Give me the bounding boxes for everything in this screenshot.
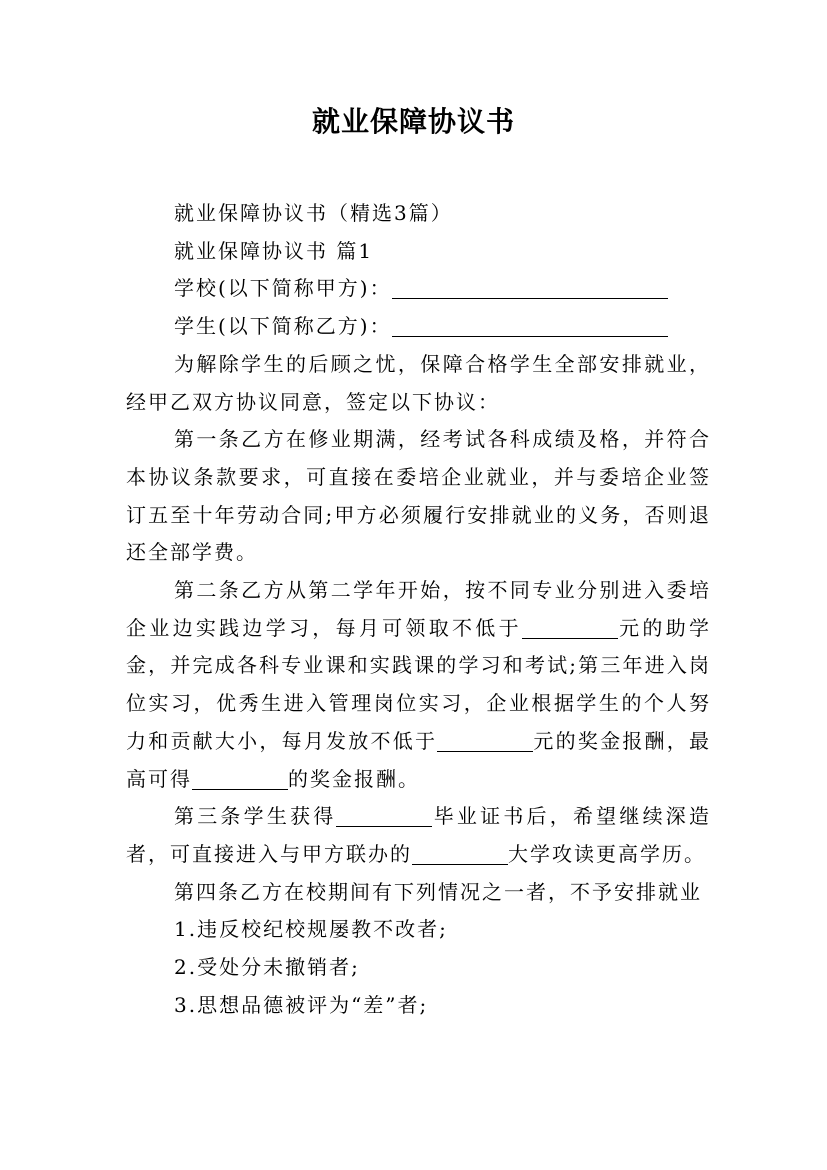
- university-blank: [412, 842, 508, 865]
- paragraph-article-4: 第四条乙方在校期间有下列情况之一者，不予安排就业: [174, 879, 702, 904]
- student-label: 学生(以下简称乙方)：: [174, 314, 392, 339]
- article-2-part-d: 的奖金报酬。: [288, 766, 420, 791]
- article-3-part-c: 大学攻读更高学历。: [508, 841, 706, 866]
- paragraph-article-2: [126, 572, 711, 798]
- list-item: 2.受处分未撤销者;: [174, 955, 360, 980]
- school-blank: [392, 276, 668, 299]
- bonus-blank: [437, 729, 533, 752]
- max-bonus-blank: [192, 767, 288, 790]
- list-item: 3.思想品德被评为“差”者;: [174, 992, 429, 1017]
- student-line: [126, 308, 711, 346]
- school-line: [126, 270, 711, 308]
- stipend-blank: [522, 616, 618, 639]
- article-2-part-a: 第二条乙方从第二学年开始，按不同专业分别进入委培企业边实践边学习，每月可领取不低于: [126, 578, 711, 640]
- list-item: 1.违反校纪校规屡教不改者;: [174, 917, 448, 942]
- paragraph-section: 就业保障协议书 篇1: [174, 238, 374, 263]
- student-blank: [392, 314, 668, 337]
- article-3-part-b: 毕业证书后，希望继续深造者，可直接进入与甲方联办的: [126, 804, 712, 866]
- document-title: 就业保障协议书: [311, 105, 515, 138]
- paragraph-intro: 为解除学生的后顾之忧，保障合格学生全部安排就业，经甲乙双方协议同意，签定以下协议：: [126, 351, 711, 414]
- document-body: [126, 195, 711, 1024]
- diploma-blank: [336, 804, 432, 827]
- article-2-part-b: 元的助学金，并完成各科专业课和实践课的学习和考试;第三年进入岗位实习，优秀生进入管理岗位实习，企业根据学生的个人努力和贡献大小，每月发放不低于: [126, 615, 712, 753]
- paragraph-heading: 就业保障协议书（精选3篇）: [174, 201, 453, 225]
- school-label: 学校(以下简称甲方)：: [174, 276, 392, 301]
- article-3-part-a: 第三条学生获得: [174, 804, 337, 829]
- article-2-part-c: 元的奖金报酬，最高可得: [126, 728, 712, 791]
- paragraph-article-1: 第一条乙方在修业期满，经考试各科成绩及格，并符合本协议条款要求，可直接在委培企业就业，并与委培企业签订五至十年劳动合同;甲方必须履行安排就业的义务，否则退还全部学费。: [126, 427, 711, 565]
- paragraph-article-3: [126, 798, 711, 873]
